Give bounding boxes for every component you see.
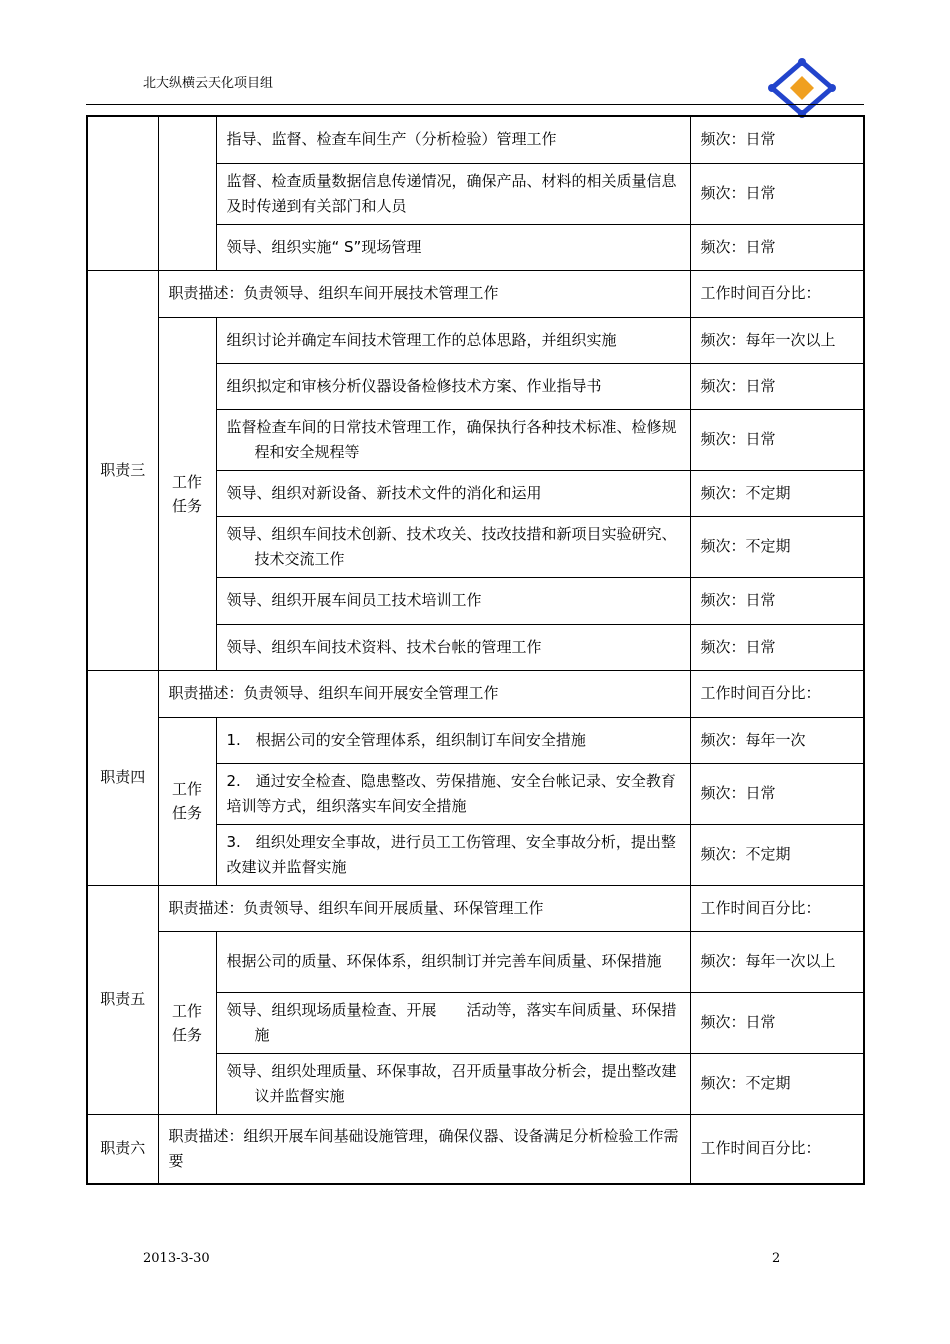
task-frequency: 频次：日常 [690, 763, 864, 824]
time-percentage: 工作时间百分比： [690, 670, 864, 717]
task-frequency: 频次：不定期 [690, 470, 864, 516]
task-frequency: 频次：每年一次以上 [690, 317, 864, 363]
task-frequency: 频次：日常 [690, 577, 864, 624]
duty-label: 职责六 [87, 1114, 158, 1184]
task-text: 2. 通过安全检查、隐患整改、劳保措施、安全台帐记录、安全教育 培训等方式，组织落实车间安全措施 [216, 763, 690, 824]
task-text: 监督、检查质量数据信息传递情况，确保产品、材料的相关质量信息及时传递到有关部门和人员 [216, 163, 690, 224]
task-label: 工作任务 [158, 931, 216, 1114]
time-percentage: 工作时间百分比： [690, 885, 864, 931]
task-text: 领导、组织开展车间员工技术培训工作 [216, 577, 690, 624]
task-frequency: 频次：日常 [690, 992, 864, 1053]
task-label: 工作任务 [158, 317, 216, 670]
task-frequency: 频次：日常 [690, 409, 864, 470]
task-text: 1. 根据公司的安全管理体系，组织制订车间安全措施 [216, 717, 690, 763]
table-row [87, 717, 864, 763]
task-frequency: 频次：日常 [690, 116, 864, 163]
task-frequency: 频次：日常 [690, 224, 864, 270]
task-text: 组织讨论并确定车间技术管理工作的总体思路，并组织实施 [216, 317, 690, 363]
duty-label: 职责四 [87, 670, 158, 885]
footer-date: 2013-3-30 [143, 1251, 210, 1266]
table-row [87, 270, 864, 317]
duty-description: 职责描述：负责领导、组织车间开展技术管理工作 [158, 270, 690, 317]
task-frequency: 频次：每年一次以上 [690, 931, 864, 992]
task-frequency: 频次：日常 [690, 624, 864, 670]
job-duty-table [86, 115, 865, 1185]
table-row [87, 317, 864, 363]
table-row [87, 1114, 864, 1184]
table-row [87, 885, 864, 931]
task-text: 领导、组织对新设备、新技术文件的消化和运用 [216, 470, 690, 516]
header-rule [86, 104, 864, 105]
task-text: 领导、组织处理质量、环保事故，召开质量事故分析会，提出整改建议并监督实施 [216, 1053, 690, 1114]
task-text: 领导、组织实施“ S”现场管理 [216, 224, 690, 270]
table-row [87, 931, 864, 992]
duty-label: 职责五 [87, 885, 158, 1114]
task-text: 3. 组织处理安全事故，进行员工工伤管理、安全事故分析，提出整改建议并监督实施 [216, 824, 690, 885]
task-frequency: 频次：不定期 [690, 824, 864, 885]
table-row [87, 116, 864, 163]
task-text: 根据公司的质量、环保体系，组织制订并完善车间质量、环保措施 [216, 931, 690, 992]
task-cell-empty [158, 116, 216, 270]
task-frequency: 频次：日常 [690, 363, 864, 409]
company-logo [760, 56, 844, 120]
page-number: 2 [772, 1251, 781, 1266]
task-text: 领导、组织车间技术资料、技术台帐的管理工作 [216, 624, 690, 670]
task-frequency: 频次：不定期 [690, 516, 864, 577]
duty-cell-empty [87, 116, 158, 270]
time-percentage: 工作时间百分比： [690, 1114, 864, 1184]
task-text: 领导、组织车间技术创新、技术攻关、技改技措和新项目实验研究、技术交流工作 [216, 516, 690, 577]
header-org: 北大纵横云天化项目组 [143, 76, 274, 91]
time-percentage: 工作时间百分比： [690, 270, 864, 317]
task-text: 组织拟定和审核分析仪器设备检修技术方案、作业指导书 [216, 363, 690, 409]
table-row [87, 670, 864, 717]
duty-description: 职责描述：负责领导、组织车间开展安全管理工作 [158, 670, 690, 717]
task-label: 工作任务 [158, 717, 216, 885]
task-text: 领导、组织现场质量检查、开展 活动等，落实车间质量、环保措施 [216, 992, 690, 1053]
duty-description: 职责描述：组织开展车间基础设施管理，确保仪器、设备满足分析检验工作需要 [158, 1114, 690, 1184]
task-frequency: 频次：日常 [690, 163, 864, 224]
task-text: 监督检查车间的日常技术管理工作，确保执行各种技术标准、检修规程和安全规程等 [216, 409, 690, 470]
task-frequency: 频次：每年一次 [690, 717, 864, 763]
duty-description: 职责描述：负责领导、组织车间开展质量、环保管理工作 [158, 885, 690, 931]
task-text: 指导、监督、检查车间生产（分析检验）管理工作 [216, 116, 690, 163]
duty-label: 职责三 [87, 270, 158, 670]
task-frequency: 频次：不定期 [690, 1053, 864, 1114]
